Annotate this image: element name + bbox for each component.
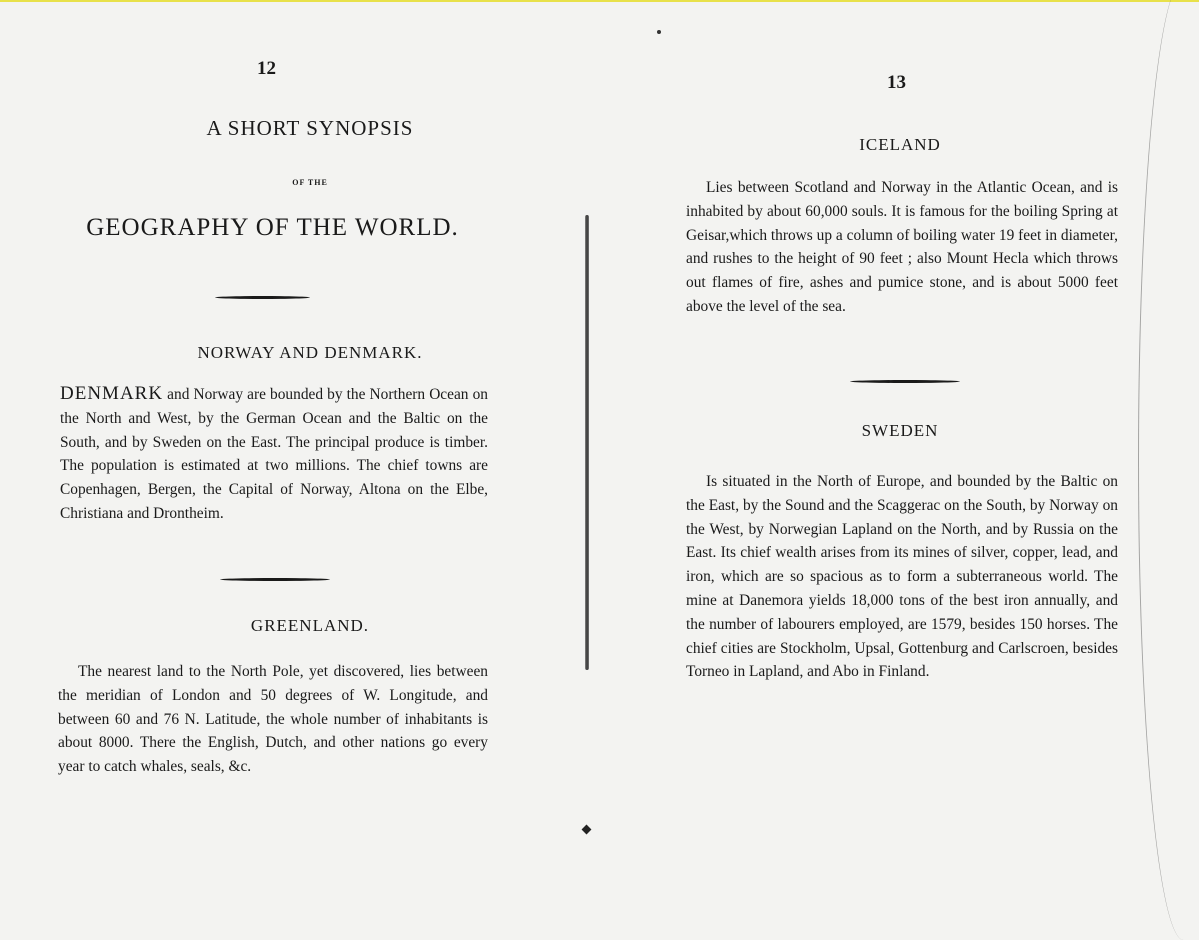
iceland-paragraph: Lies between Scotland and Norway in the Atlantic Ocean, and is inhabited by about 60,000 souls. It is famous for the boiling Spring at Geisar,which throws up a column of boiling water 19 feet in diameter, and rushes to the height of 90 feet ; also Mount Hecla which throws out flames of fire, ashes and pumice stone, and is about 5000 feet above the level of the sea. (686, 179, 1118, 315)
greenland-heading: GREENLAND. (250, 616, 370, 635)
page-curl-edge (1138, 0, 1199, 940)
left-page (0, 0, 575, 926)
title-line-3: GEOGRAPHY OF THE WORLD. (86, 214, 459, 241)
norway-denmark-paragraph (60, 382, 488, 526)
right-page-number: 13 (887, 72, 906, 93)
dropcap-word: DENMARK (60, 383, 164, 404)
norway-denmark-heading: NORWAY AND DENMARK. (197, 343, 423, 362)
section-divider-left (220, 578, 330, 581)
book-gutter (585, 215, 589, 670)
sweden-heading: SWEDEN (861, 421, 939, 440)
greenland-paragraph: The nearest land to the North Pole, yet discovered, lies between the meridian of London and 50 degrees of W. Longitude, and between 60 and 76 N. Latitude, the whole number of inhabitants is about 8000. There the English, Dutch, and other nations go every year to catch whales, seals, &c. (58, 663, 488, 776)
left-page-number: 12 (257, 58, 276, 79)
section-divider-right (850, 380, 960, 383)
title-divider (215, 296, 310, 299)
gutter-ornament (582, 825, 592, 835)
title-line-2: OF THE (292, 178, 328, 187)
sweden-paragraph: Is situated in the North of Europe, and bounded by the Baltic on the East, by the Sound and the Scaggerac on the South, by Norway on the West, by Norwegian Lapland on the North, and by Russia on the East. Its chief wealth arises from its mines of silver, copper, lead, and iron, which are so spacious as to form a subterraneous world. The mine at Danemora yields 18,000 tons of the best iron annually, and the number of labourers employed, are 1579, besides 150 horses. The chief cities are Stockholm, Upsal, Gottenburg and Carlscroen, besides Torneo in Lapland, and Abo in Finland. (686, 473, 1118, 681)
iceland-heading: ICELAND (859, 135, 941, 154)
norway-denmark-text: and Norway are bounded by the Northern Ocean on the North and West, by the German Ocean and the Baltic on the South, and by Sweden on the East. The principal produce is timber. The population is estimated at two millions. The chief towns are Copenhagen, Bergen, the Capital of Norway, Altona on the Elbe, Christiana and Drontheim. (60, 386, 488, 522)
title-line-1: A SHORT SYNOPSIS (206, 116, 414, 140)
right-page (600, 0, 1199, 926)
